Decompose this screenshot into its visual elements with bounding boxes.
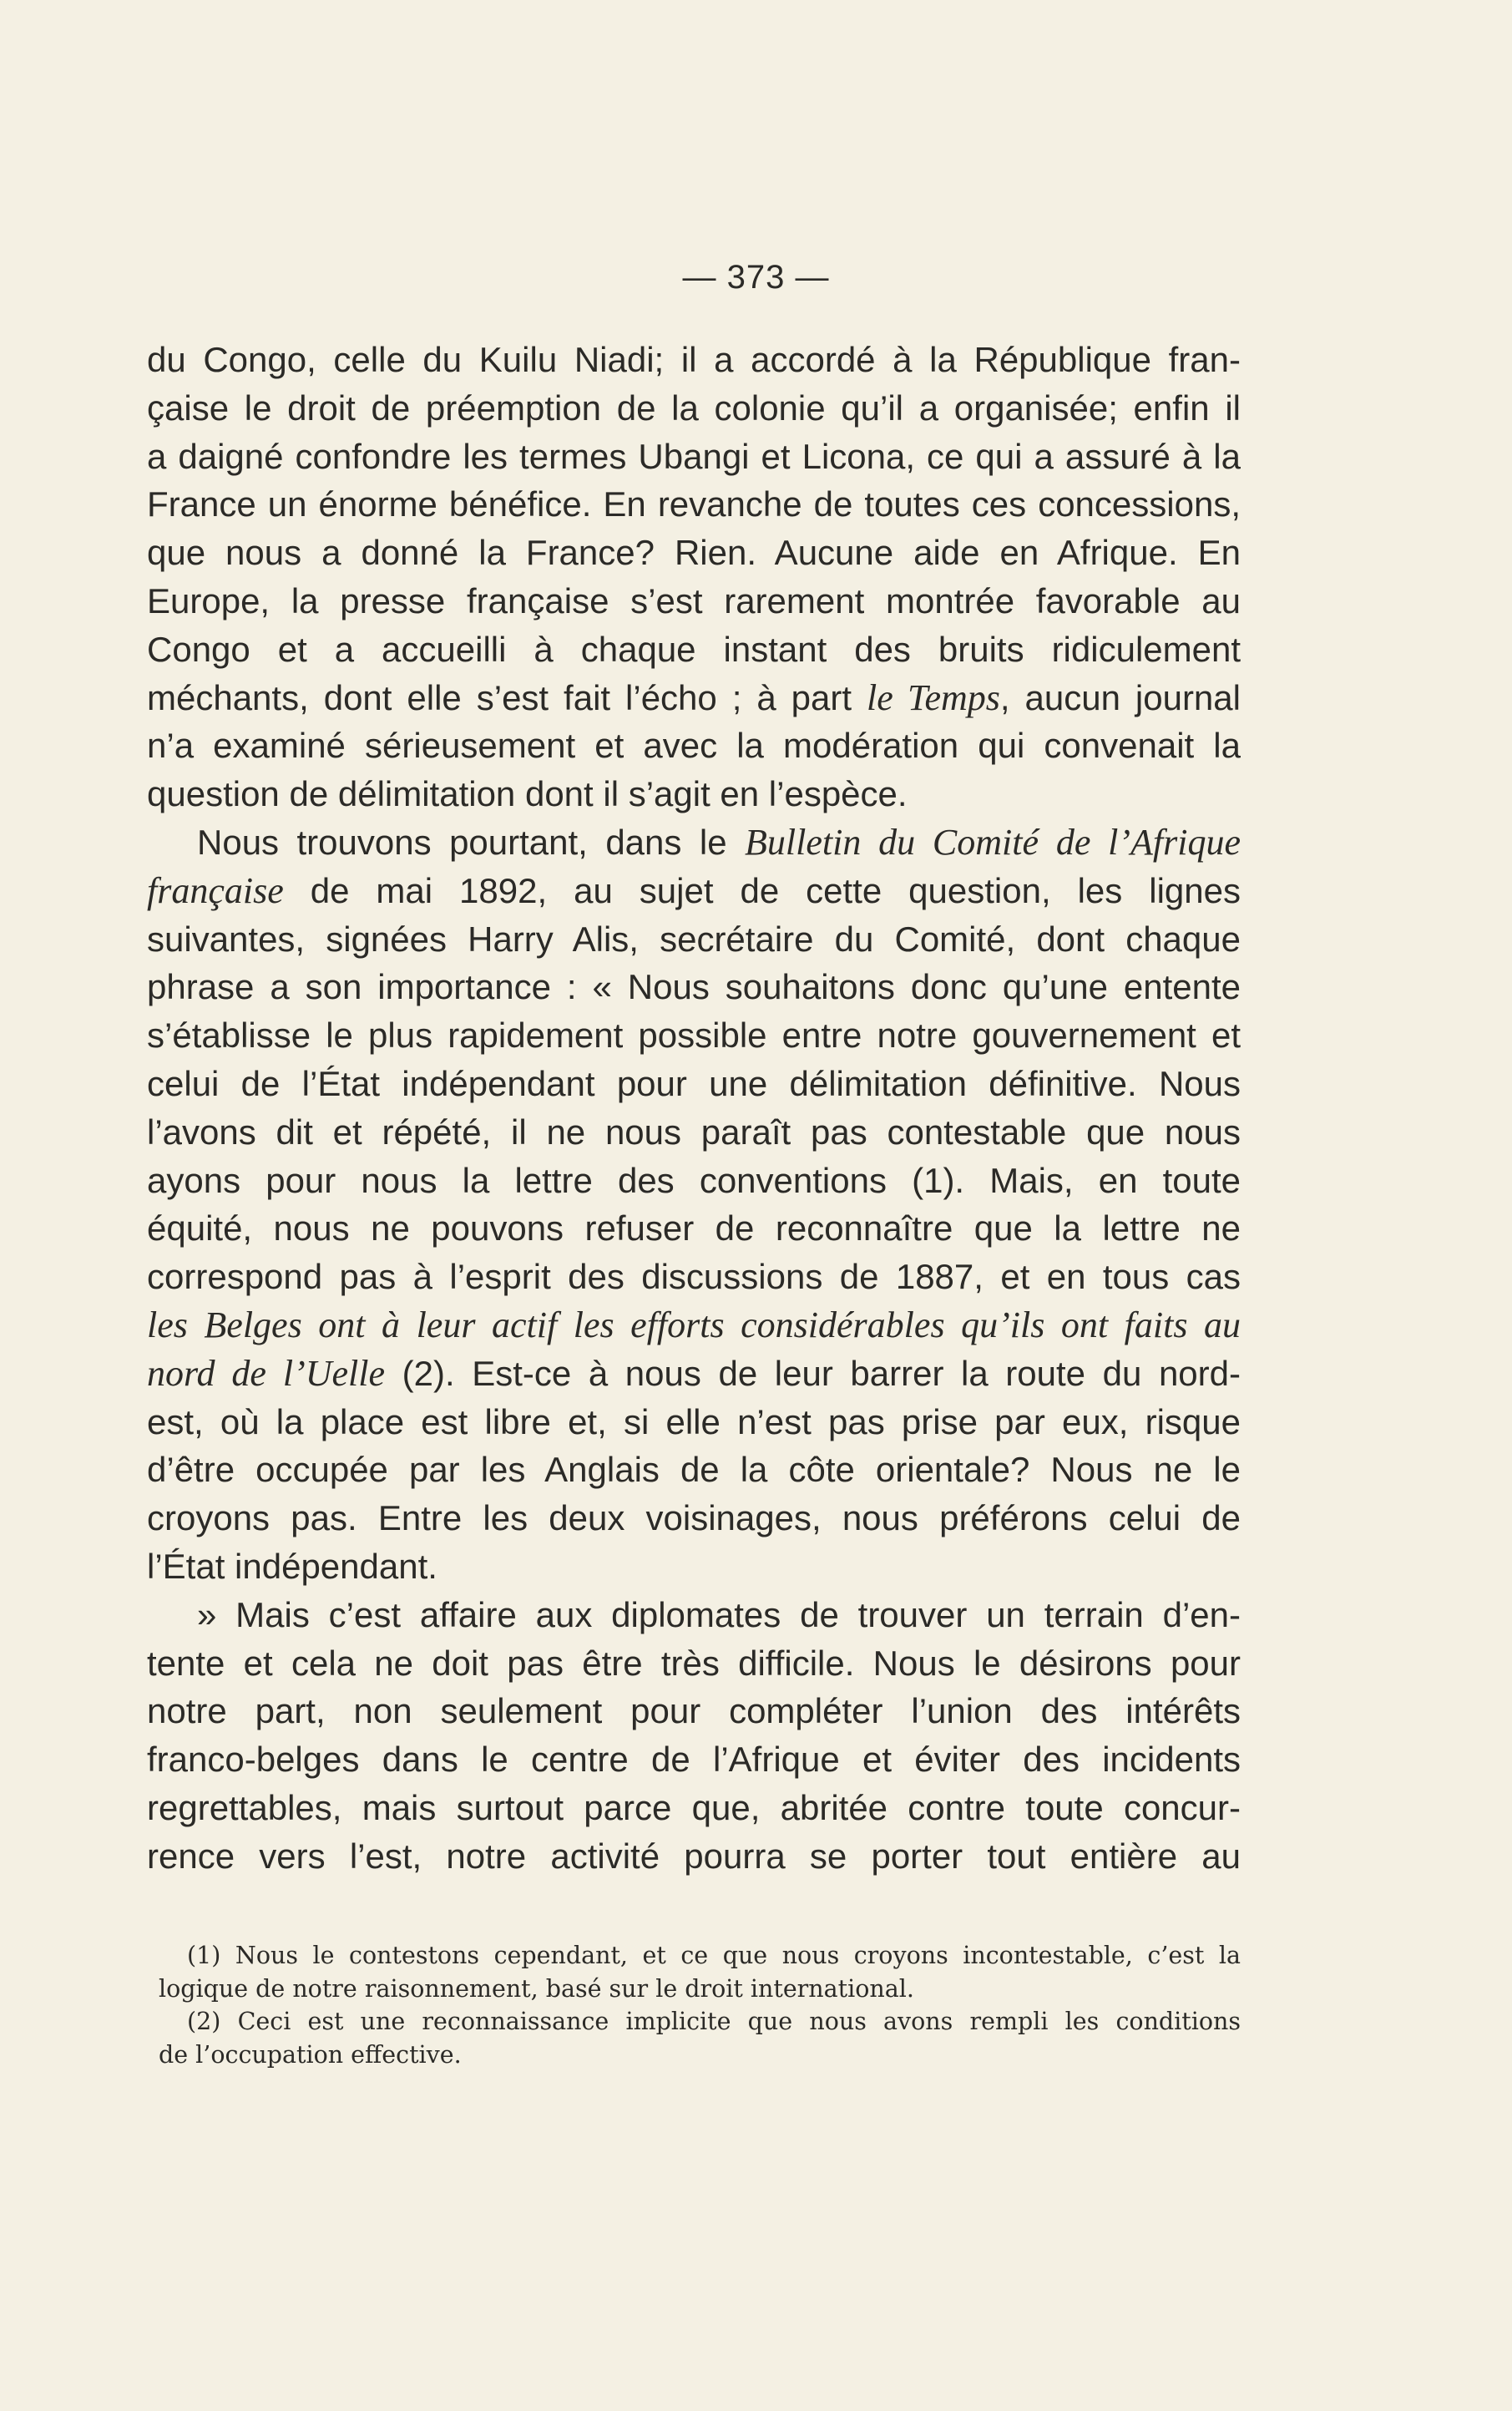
text-line (147, 674, 1241, 722)
italic-bulletin-title: Bulletin du Comité de l’Afrique (745, 821, 1241, 863)
text-line: rence vers l’est, notre activité pourra se porter tout entière au (147, 1836, 1241, 1876)
text-segment: méchants, dont elle s’est fait l’écho ; à part (147, 677, 867, 717)
text-line: ayons pour nous la lettre des conventions (1). Mais, en toute (147, 1160, 1241, 1200)
page-number: — 373 — (682, 259, 830, 296)
text-line: franco-belges dans le centre de l’Afrique et éviter des incidents (147, 1740, 1241, 1780)
text-line: regrettables, mais surtout parce que, abritée contre toute concur- (147, 1787, 1241, 1827)
italic-emphasis: les Belges ont à leur actif les efforts considérables qu’ils ont faits au (147, 1304, 1241, 1345)
text-line: l’avons dit et répété, il ne nous paraît pas contestable que nous (147, 1112, 1241, 1152)
text-line: correspond pas à l’esprit des discussions de 1887, et en tous cas (147, 1257, 1241, 1297)
text-line: l’État indépendant. (147, 1546, 437, 1586)
text-segment: (2). Est-ce à nous de leur barrer la route du nord- (385, 1353, 1241, 1393)
text-line: équité, nous ne pouvons refuser de reconnaître que la lettre ne (147, 1208, 1241, 1249)
text-segment: , aucun journal (999, 677, 1241, 717)
text-line: s’établisse le plus rapidement possible entre notre gouvernement et (147, 1016, 1241, 1056)
text-line: France un énorme bénéfice. En revanche de toutes ces concessions, (147, 484, 1241, 524)
italic-title-le-temps: le Temps (866, 676, 1000, 718)
text-line: d’être occupée par les Anglais de la côte orientale? Nous ne le (147, 1450, 1241, 1490)
text-line: celui de l’État indépendant pour une délimitation définitive. Nous (147, 1063, 1241, 1103)
footnote-1 (159, 1939, 1241, 2005)
text-line: question de délimitation dont il s’agit en l’espèce. (147, 774, 908, 814)
text-line: Europe, la presse française s’est rarement montrée favorable au (147, 580, 1241, 620)
text-line: est, où la place est libre et, si elle n’est pas prise par eux, risque (147, 1401, 1241, 1441)
footnotes (159, 1939, 1241, 2071)
footnote-line: de l’occupation effective. (159, 2040, 462, 2069)
text-line: que nous a donné la France? Rien. Aucune aide en Afrique. En (147, 533, 1241, 573)
text-line: croyons pas. Entre les deux voisinages, nous préférons celui de (147, 1498, 1241, 1538)
text-line: » Mais c’est affaire aux diplomates de trouver un terrain d’en- (197, 1594, 1241, 1634)
text-line: tente et cela ne doit pas être très difficile. Nous le désirons pour (147, 1643, 1241, 1683)
text-line (147, 1350, 1241, 1398)
text-line: suivantes, signées Harry Alis, secrétaire du Comité, dont chaque (147, 919, 1241, 959)
paragraph (147, 336, 1241, 818)
paragraph (147, 1591, 1241, 1881)
text-line: phrase a son importance : « Nous souhaitons donc qu’une entente (147, 967, 1241, 1007)
text-line: Congo et a accueilli à chaque instant des bruits ridiculement (147, 629, 1241, 669)
text-segment: de mai 1892, au sujet de cette question, les lignes (283, 870, 1241, 910)
footnote-line: (1) Nous le contestons cependant, et ce que nous croyons incontestable, c’est la (187, 1942, 1241, 1969)
text-line (147, 867, 1241, 915)
text-line: çaise le droit de préemption de la colonie qu’il a organisée; enfin il (147, 387, 1241, 428)
footnote-line: logique de notre raisonnement, basé sur le droit international. (159, 1974, 914, 2003)
paragraph (147, 818, 1241, 1591)
text-line (147, 1301, 1241, 1350)
text-line (147, 818, 1241, 867)
footnote-2 (159, 2005, 1241, 2071)
footnote-line: (2) Ceci est une reconnaissance implicite que nous avons rempli les conditions (187, 2008, 1241, 2035)
body-text (147, 336, 1241, 1881)
text-segment: Nous trouvons pourtant, dans le (197, 822, 746, 862)
text-line: notre part, non seulement pour compléter l’union des intérêts (147, 1691, 1241, 1731)
italic-bulletin-title-cont: française (147, 869, 284, 911)
italic-emphasis: nord de l’Uelle (147, 1352, 386, 1394)
text-line: n’a examiné sérieusement et avec la modération qui convenait la (147, 726, 1241, 766)
text-line: du Congo, celle du Kuilu Niadi; il a accordé à la République fran- (147, 340, 1241, 379)
text-line: a daigné confondre les termes Ubangi et Licona, ce qui a assuré à la (147, 436, 1241, 476)
